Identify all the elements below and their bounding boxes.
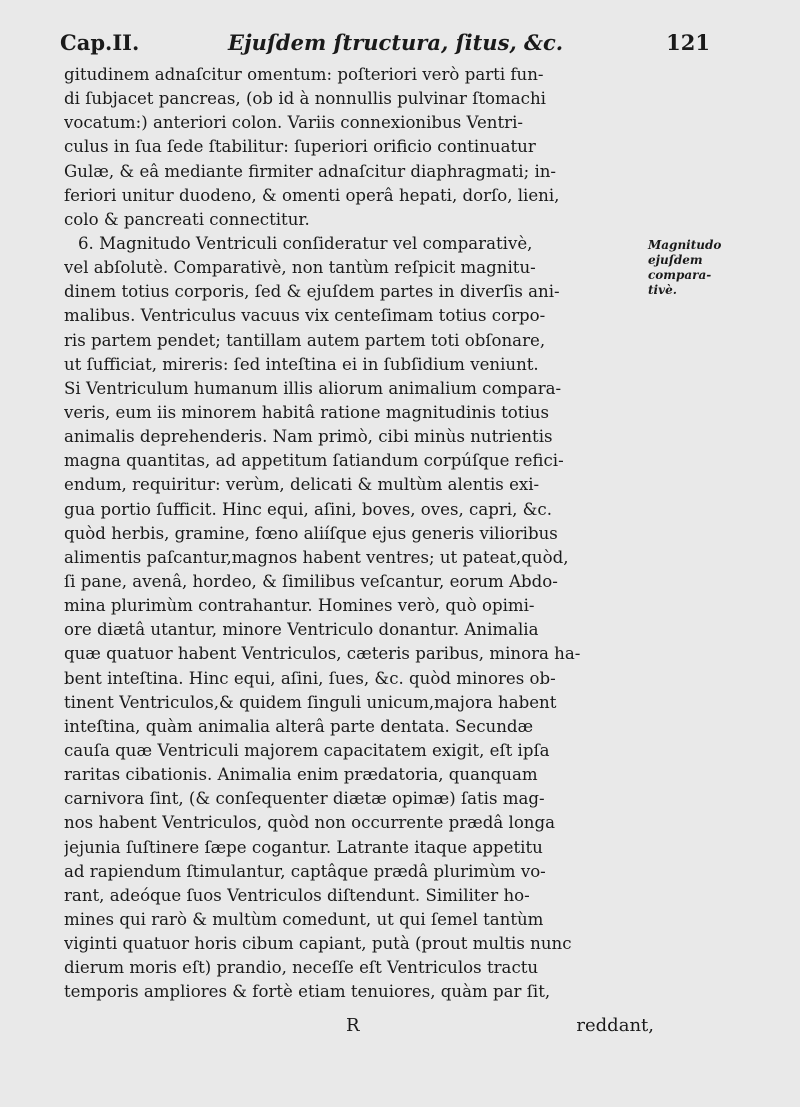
text-line: jejunia ſuſtinere ſæpe cogantur. Latrante itaque appetitu: [64, 837, 543, 857]
text-line: feriori unitur duodeno, & omenti operâ hepati, dorſo, lieni,: [64, 185, 560, 205]
text-line: ore diætâ utantur, minore Ventriculo donantur. Animalia: [64, 620, 539, 640]
text-line: mina plurimùm contrahantur. Homines verò, quò opimi-: [64, 596, 535, 616]
text-line: inteſtina, quàm animalia alterâ parte dentata. Secundæ: [64, 716, 534, 736]
margin-note-line: compara-: [648, 268, 712, 282]
running-title: Ejuſdem ſtructura, ſitus, &c.: [228, 30, 564, 55]
text-line: tinent Ventriculos,& quidem ſinguli unicum,majora habent: [64, 692, 557, 712]
text-line: gua portio ſufficit. Hinc equi, aſini, boves, oves, capri, &c.: [64, 499, 552, 519]
text-line: vocatum:) anteriori colon. Variis connexionibus Ventri-: [64, 113, 524, 133]
text-line: 6. Magnitudo Ventriculi conſideratur vel comparativè,: [78, 233, 533, 253]
text-line: temporis ampliores & fortè etiam tenuiores, quàm par ſit,: [64, 982, 551, 1002]
text-line: dierum moris eſt) prandio, neceſſe eſt Ventriculos tractu: [64, 958, 539, 978]
text-line: cauſa quæ Ventriculi majorem capacitatem exigit, eſt ipſa: [64, 740, 550, 760]
text-line: quæ quatuor habent Ventriculos, cæteris paribus, minora ha-: [64, 644, 581, 664]
text-line: animalis deprehenderis. Nam primò, cibi minùs nutrientis: [64, 427, 553, 447]
text-line: ad rapiendum ſtimulantur, captâque prædâ plurimùm vo-: [64, 861, 546, 881]
text-line: ut ſufficiat, mireris: ſed inteſtina ei in ſubſidium veniunt.: [64, 354, 539, 374]
margin-note-line: tivè.: [648, 283, 677, 297]
text-line: gitudinem adnaſcitur omentum: poſteriori verò parti fun-: [64, 65, 544, 84]
text-line: ris partem pendet; tantillam autem partem toti obſonare,: [64, 330, 546, 350]
text-line: carnivora ſint, (& conſequenter diætæ opimæ) ſatis mag-: [64, 789, 545, 809]
catchword: reddant,: [576, 1015, 654, 1036]
text-line: colo & pancreati connectitur.: [64, 209, 310, 229]
text-line: rant, adeóque ſuos Ventriculos diſtendunt. Similiter ho-: [64, 885, 530, 905]
text-line: ſi pane, avenâ, hordeo, & ſimilibus veſcantur, eorum Abdo-: [64, 571, 558, 591]
text-line: Gulæ, & eâ mediante firmiter adnaſcitur diaphragmati; in-: [64, 161, 557, 181]
text-line: raritas cibationis. Animalia enim prædatoria, quanquam: [64, 765, 538, 785]
text-line: quòd herbis, gramine, fœno aliíſque ejus generis vilioribus: [64, 523, 558, 543]
text-line: vel abſolutè. Comparativè, non tantùm reſpicit magnitu-: [64, 258, 536, 278]
text-line: viginti quatuor horis cibum capiant, putà (prout multis nunc: [64, 934, 572, 954]
text-line: nos habent Ventriculos, quòd non occurrente prædâ longa: [64, 813, 556, 833]
margin-note-line: Magnitudo: [648, 238, 722, 252]
text-line: bent inteſtina. Hinc equi, aſini, ſues, &c. quòd minores ob-: [64, 668, 556, 688]
body-text: [64, 63, 646, 1004]
page-footer: [64, 1015, 654, 1045]
text-line: Si Ventriculum humanum illis aliorum animalium compara-: [64, 378, 562, 398]
chapter-label: Cap.II.: [60, 30, 140, 55]
margin-note-line: ejuſdem: [648, 253, 703, 267]
margin-note: [648, 238, 748, 298]
text-line: di ſubjacet pancreas, (ob id à nonnullis pulvinar ſtomachi: [64, 89, 546, 109]
text-line: culus in ſua ſede ſtabilitur: ſuperiori orificio continuatur: [64, 137, 536, 157]
signature-mark: R: [346, 1015, 360, 1036]
text-line: malibus. Ventriculus vacuus vix centeſimam totius corpo-: [64, 306, 546, 326]
page-number: 121: [666, 30, 710, 55]
text-line: magna quantitas, ad appetitum ſatiandum corpúſque refici-: [64, 451, 564, 471]
text-line: mines qui rarò & multùm comedunt, ut qui ſemel tantùm: [64, 909, 544, 929]
text-line: dinem totius corporis, ſed & ejuſdem partes in diverſis ani-: [64, 282, 560, 302]
text-line: endum, requiritur: verùm, delicati & multùm alentis exi-: [64, 475, 540, 495]
text-line: alimentis paſcantur,magnos habent ventres; ut pateat,quòd,: [64, 547, 569, 567]
running-header: [60, 30, 710, 64]
text-line: veris, eum iis minorem habitâ ratione magnitudinis totius: [64, 402, 549, 422]
